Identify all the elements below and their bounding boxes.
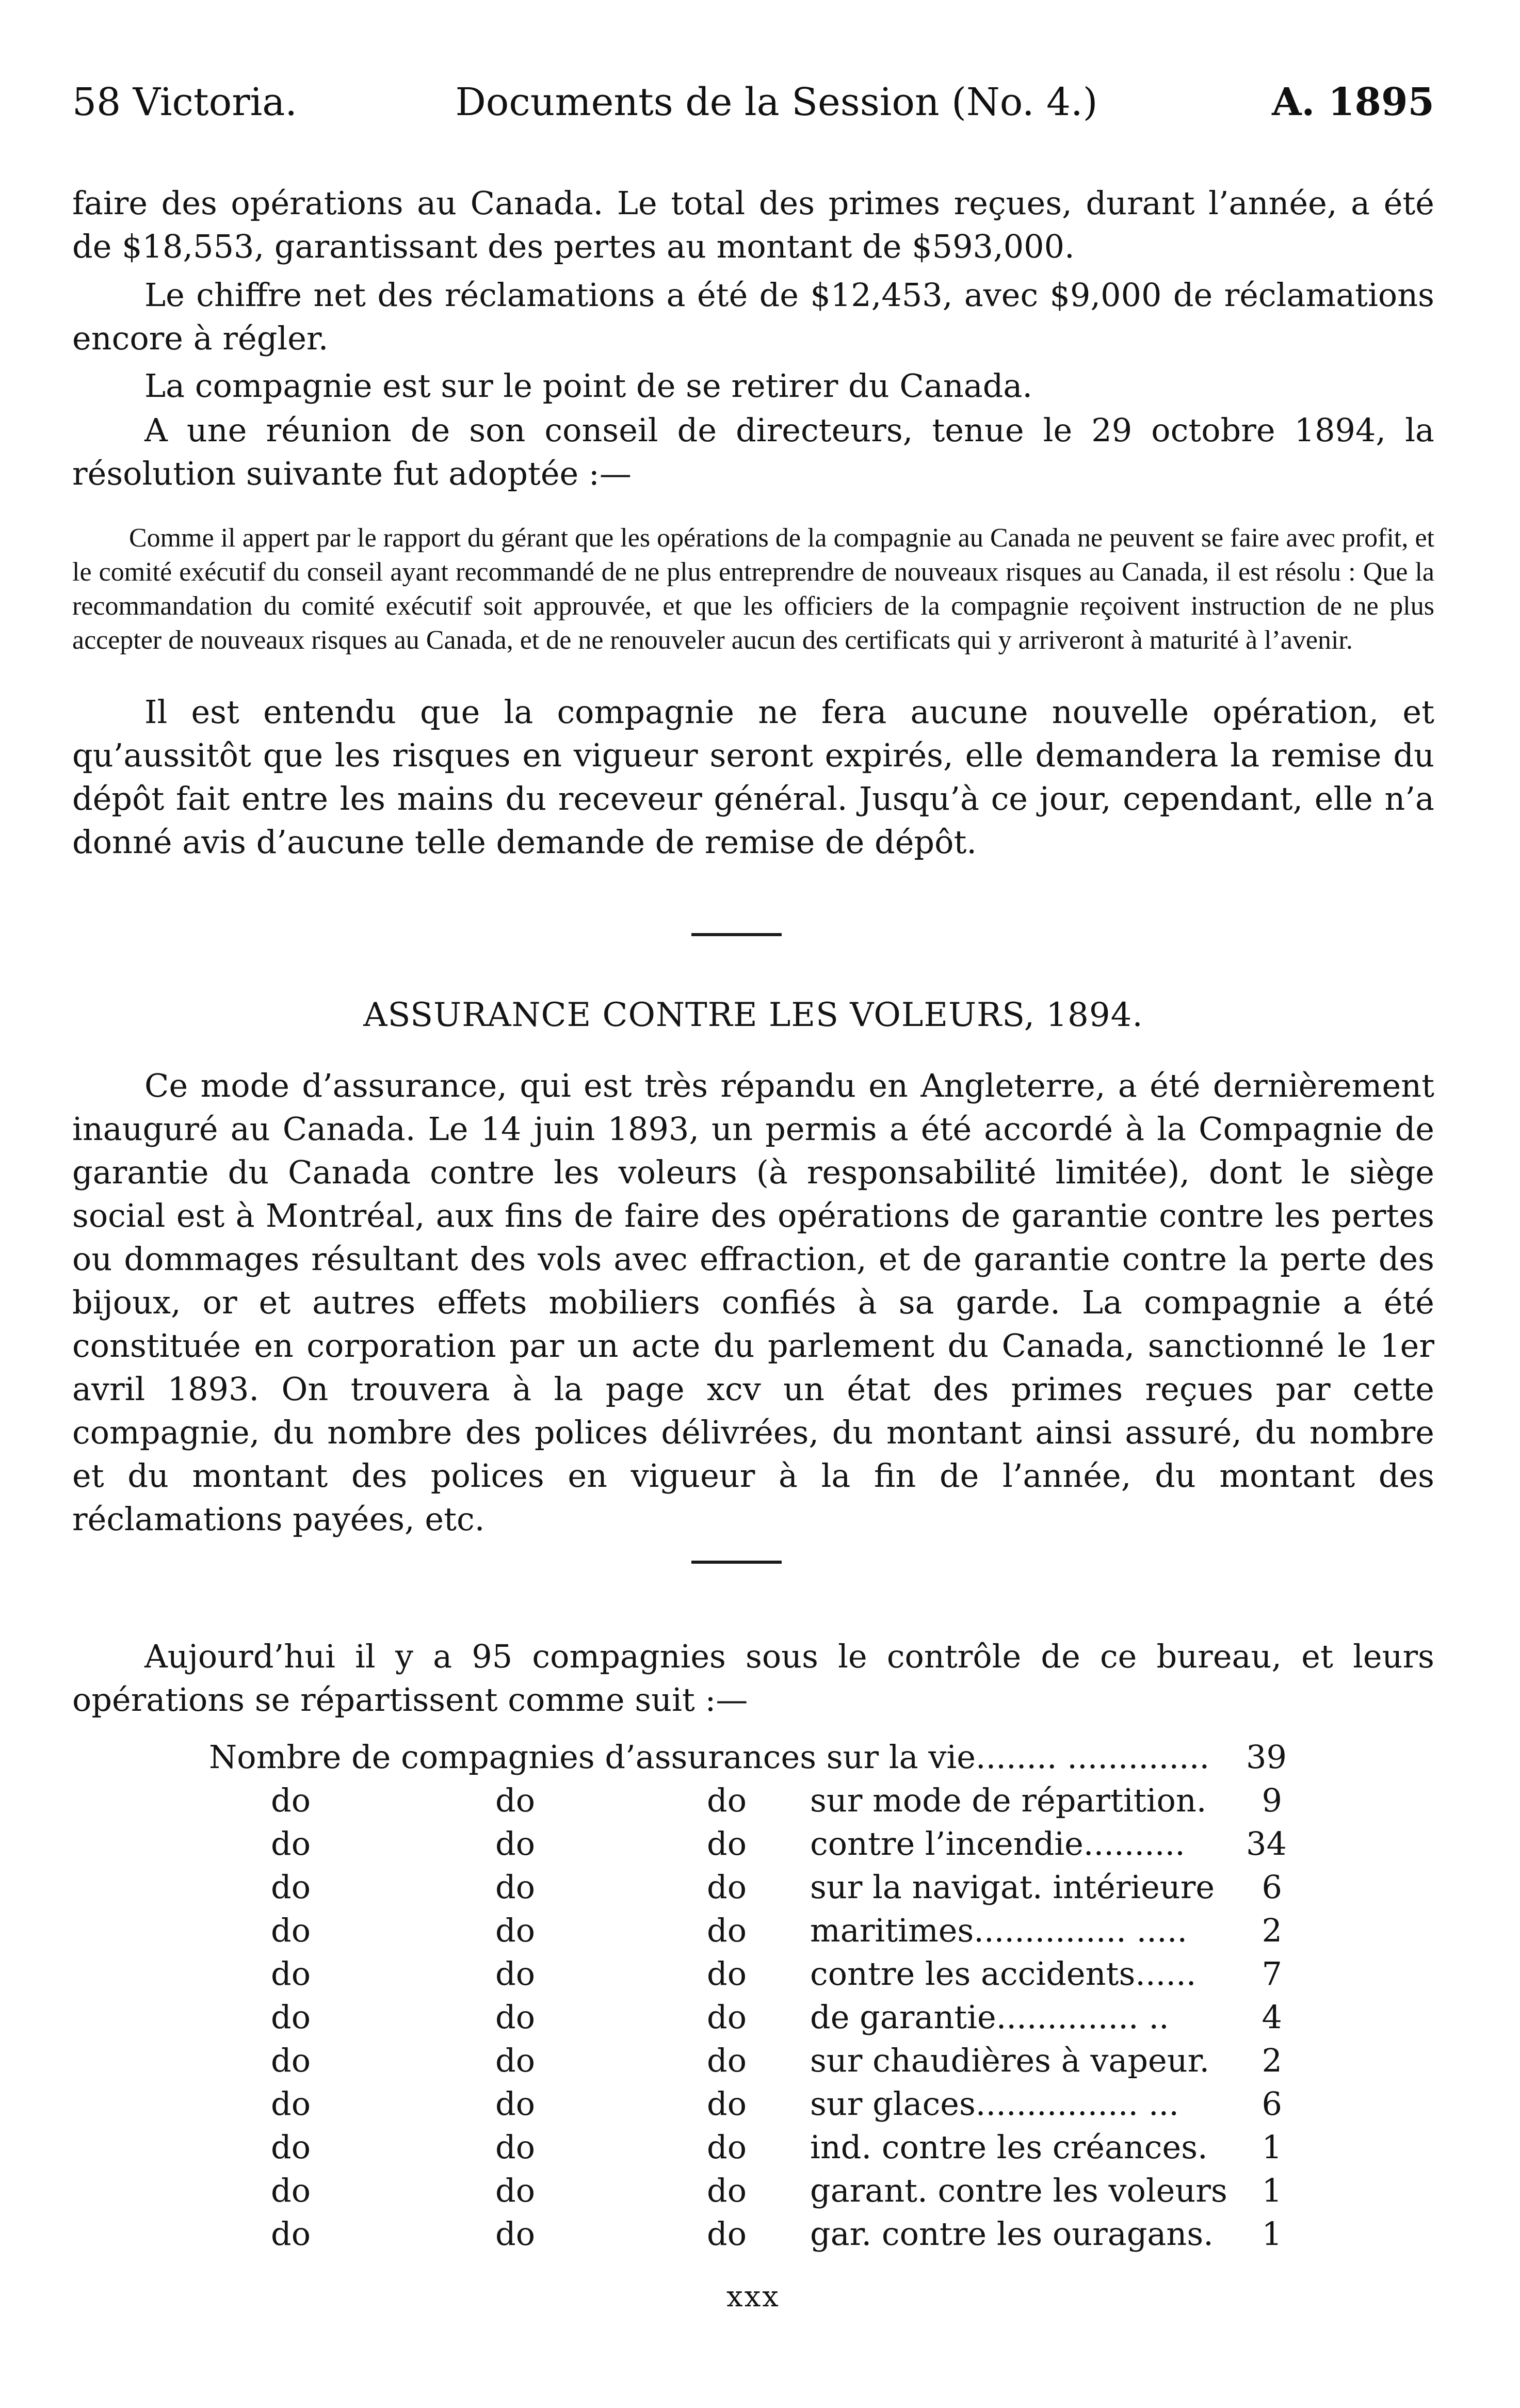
ditto-mark: do	[495, 1998, 536, 2036]
row-label: Nombre de compagnies d’assurances sur la vie........ ..............	[209, 1738, 1210, 1776]
row-value: 6	[1262, 1868, 1282, 1906]
row-label: sur mode de répartition.	[810, 1781, 1207, 1819]
row-label: sur la navigat. intérieure	[810, 1868, 1215, 1906]
row-value: 2	[1262, 1912, 1282, 1949]
paragraph-theft-insurance: Ce mode d’assurance, qui est très répandu en Angleterre, a été dernièrement inauguré au Canada. Le 14 juin 1893, un permis a été accordé à la Compagnie de garantie du Canada contre les voleurs (à responsabilité limitée), dont le siège social est à Montréal, aux fins de faire des opérations de garantie contre les pertes ou dommages résultant des vols avec effraction, et de garantie contre la perte des bijoux, or et autres effets mobiliers confiés à sa garde. La compagnie a été constituée en corporation par un acte du parlement du Canada, sanctionné le 1er avril 1893. On trouvera à la page xcv un état des primes reçues par cette compagnie, du nombre des polices délivrées, du montant ainsi assuré, du nombre et du montant des polices en vigueur à la fin de l’année, du montant des réclamations payées, etc.	[72, 1067, 1434, 1538]
row-value: 1	[1262, 2128, 1282, 2166]
ditto-mark: do	[271, 1998, 311, 2036]
table-row	[72, 1998, 1434, 2042]
ditto-mark: do	[271, 1825, 311, 1863]
paragraph-companies-intro: Aujourd’hui il y a 95 compagnies sous le contrôle de ce bureau, et leurs opérations se répartissent comme suit :—	[72, 1638, 1434, 1719]
page-number: xxx	[726, 2280, 780, 2314]
row-value: 6	[1262, 2085, 1282, 2123]
table-row	[72, 2128, 1434, 2172]
table-row	[72, 2215, 1434, 2258]
ditto-mark: do	[271, 1955, 311, 1993]
paragraph-deposit: Il est entendu que la compagnie ne fera aucune nouvelle opération, et qu’aussitôt que les risques en vigueur seront expirés, elle demandera la remise du dépôt fait entre les mains du receveur général. Jusqu’à ce jour, cependant, elle n’a donné avis d’aucune telle demande de remise de dépôt.	[72, 693, 1434, 861]
row-label: gar. contre les ouragans.	[810, 2215, 1214, 2253]
ditto-mark: do	[495, 2172, 536, 2209]
row-label: ind. contre les créances.	[810, 2128, 1208, 2166]
page-header	[72, 80, 1434, 137]
paragraph-resolution-intro: A une réunion de son conseil de directeurs, tenue le 29 octobre 1894, la résolution suivante fut adoptée :—	[72, 411, 1434, 492]
row-value: 7	[1262, 1955, 1282, 1993]
row-label: contre l’incendie..........	[810, 1825, 1185, 1863]
table-row	[72, 2042, 1434, 2085]
ditto-mark: do	[707, 2128, 747, 2166]
ditto-mark: do	[271, 1912, 311, 1949]
row-label: sur chaudières à vapeur.	[810, 2042, 1210, 2079]
row-value: 1	[1262, 2172, 1282, 2209]
header-year: A. 1895	[1272, 80, 1434, 124]
ditto-mark: do	[495, 2215, 536, 2253]
ditto-mark: do	[271, 2085, 311, 2123]
ditto-mark: do	[271, 1781, 311, 1819]
ditto-mark: do	[707, 2085, 747, 2123]
table-row	[72, 2085, 1434, 2128]
ditto-mark: do	[707, 1955, 747, 1993]
section-divider	[691, 1561, 782, 1564]
table-row	[72, 1781, 1434, 1825]
resolution-quote: Comme il appert par le rapport du gérant que les opérations de la compagnie au Canada ne peuvent se faire avec profit, et le comité exécutif du conseil ayant recommandé de ne plus entreprendre de nouveaux risques au Canada, il est résolu : Que la recommandation du comité exécutif soit approuvée, et que les officiers de la compagnie reçoivent instruction de ne plus accepter de nouveaux risques au Canada, et de ne renouveler aucun des certificats qui y arriveront à maturité à l’avenir.	[72, 523, 1434, 655]
ditto-mark: do	[495, 2128, 536, 2166]
section-heading: ASSURANCE CONTRE LES VOLEURS, 1894.	[363, 996, 1143, 1034]
ditto-mark: do	[271, 2172, 311, 2209]
ditto-mark: do	[495, 1868, 536, 1906]
ditto-mark: do	[707, 2042, 747, 2079]
row-value: 4	[1262, 1998, 1282, 2036]
row-value: 9	[1262, 1781, 1282, 1819]
header-session-year: 58 Victoria.	[72, 80, 297, 124]
ditto-mark: do	[707, 1781, 747, 1819]
ditto-mark: do	[707, 1825, 747, 1863]
row-label: sur glaces................ ...	[810, 2085, 1179, 2123]
row-label: maritimes............... .....	[810, 1912, 1188, 1949]
ditto-mark: do	[271, 2128, 311, 2166]
table-row	[72, 1738, 1434, 1781]
ditto-mark: do	[707, 2215, 747, 2253]
paragraph-operations: faire des opérations au Canada. Le total des primes reçues, durant l’année, a été de $18,553, garantissant des pertes au montant de $593,000.	[72, 184, 1434, 265]
row-value: 2	[1262, 2042, 1282, 2079]
ditto-mark: do	[495, 1955, 536, 1993]
row-value: 34	[1246, 1825, 1287, 1863]
ditto-mark: do	[271, 1868, 311, 1906]
ditto-mark: do	[495, 1825, 536, 1863]
paragraph-claims: Le chiffre net des réclamations a été de $12,453, avec $9,000 de réclamations encore à régler.	[72, 276, 1434, 357]
ditto-mark: do	[495, 1781, 536, 1819]
ditto-mark: do	[495, 1912, 536, 1949]
paragraph-withdrawal: La compagnie est sur le point de se retirer du Canada.	[144, 367, 1033, 405]
ditto-mark: do	[707, 1868, 747, 1906]
table-row	[72, 1825, 1434, 1868]
row-value: 1	[1262, 2215, 1282, 2253]
ditto-mark: do	[271, 2215, 311, 2253]
table-row	[72, 1868, 1434, 1912]
table-row	[72, 2172, 1434, 2215]
section-divider	[691, 933, 782, 936]
ditto-mark: do	[271, 2042, 311, 2079]
ditto-mark: do	[495, 2085, 536, 2123]
row-value: 39	[1246, 1738, 1287, 1776]
table-row	[72, 1912, 1434, 1955]
row-label: de garantie.............. ..	[810, 1998, 1169, 2036]
table-row	[72, 1955, 1434, 1998]
companies-table	[72, 1738, 1434, 2258]
row-label: garant. contre les voleurs	[810, 2172, 1227, 2209]
ditto-mark: do	[707, 1998, 747, 2036]
ditto-mark: do	[495, 2042, 536, 2079]
row-label: contre les accidents......	[810, 1955, 1196, 1993]
ditto-mark: do	[707, 1912, 747, 1949]
header-document-title: Documents de la Session (No. 4.)	[455, 80, 1098, 124]
ditto-mark: do	[707, 2172, 747, 2209]
